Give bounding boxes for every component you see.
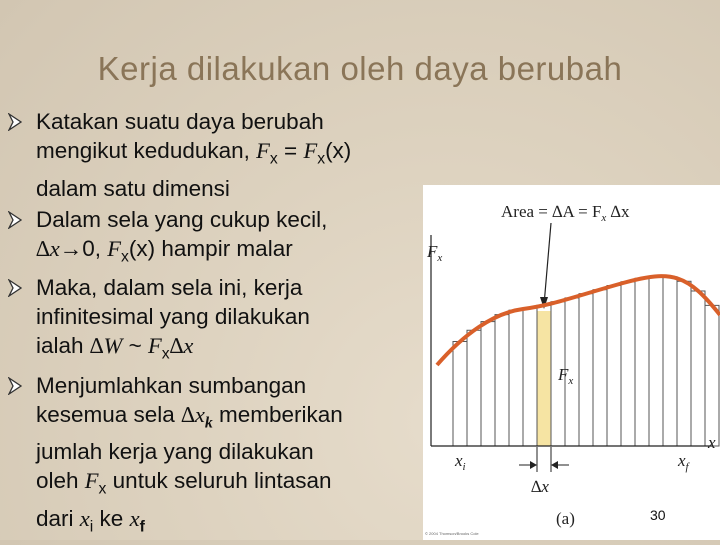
strip — [509, 310, 523, 446]
bullet-list — [8, 107, 438, 543]
sub-x: x — [161, 345, 170, 363]
delta-x-label: ∆x — [531, 477, 549, 496]
strip — [579, 294, 593, 446]
strip — [607, 286, 621, 446]
arrow-bullet-icon — [8, 279, 22, 297]
bullet-text: ke — [93, 505, 130, 531]
approx: ~ — [122, 333, 148, 358]
bullet-item — [8, 107, 438, 203]
bullet-text: Menjumlahkan sumbangan — [36, 372, 307, 398]
strip — [649, 276, 663, 446]
strip — [691, 291, 705, 446]
fx-axis-label: $F_x$ — [427, 242, 443, 264]
var-x: x — [79, 505, 90, 531]
strip — [663, 277, 677, 446]
bullet-text: dalam satu dimensi — [36, 175, 230, 201]
strip — [705, 305, 719, 446]
figure-svg — [423, 185, 720, 540]
delta-arrowhead-icon — [530, 461, 537, 469]
strip — [593, 290, 607, 446]
sub-k: k — [204, 414, 213, 431]
strip — [635, 278, 649, 446]
var-f: F — [147, 333, 162, 358]
sub-x: x — [121, 248, 129, 265]
arrow-bullet-icon — [8, 377, 22, 395]
sub-i: i — [89, 518, 94, 535]
delta-x: ∆x — [181, 401, 205, 427]
var-x: x — [129, 505, 140, 531]
xi-label: $x_i$ — [455, 451, 466, 473]
riemann-strips — [453, 276, 719, 446]
delta-x: ∆x — [169, 333, 194, 358]
bullet-text: jumlah kerja yang dilakukan — [36, 439, 314, 464]
sub-f: f — [139, 518, 145, 535]
bullet-text: untuk seluruh lintasan — [106, 468, 332, 493]
bullet-text: ialah — [36, 333, 90, 358]
strip — [481, 322, 495, 446]
slide-title: Kerja dilakukan oleh daya berubah — [97, 50, 623, 87]
figure-credit: © 2004 Thomson/Brooks Cole — [425, 531, 479, 536]
var-f: F — [256, 138, 270, 163]
bullet-text: dari — [36, 505, 80, 531]
bullet-text: infinitesimal yang dilakukan — [36, 304, 310, 329]
var-f: F — [107, 235, 122, 261]
sub-x: x — [98, 480, 107, 498]
arrow-bullet-icon — [8, 211, 22, 229]
sub-x: x — [269, 150, 278, 168]
bullet-item — [8, 205, 438, 272]
arrow-bullet-icon — [8, 113, 22, 131]
pointer-line — [544, 223, 551, 305]
delta-arrowhead-icon — [551, 461, 558, 469]
strip — [621, 282, 635, 446]
strip — [453, 342, 467, 446]
bullet-text: memberikan — [212, 401, 343, 427]
var-f: F — [84, 468, 99, 493]
bullet-text: kesemua sela — [36, 401, 182, 427]
delta-x: ∆x — [36, 235, 60, 261]
bullet-item — [8, 273, 438, 369]
bullet-text: Dalam sela yang cukup kecil, — [36, 206, 328, 232]
strip — [495, 315, 509, 446]
var-f: F — [303, 138, 318, 163]
strip — [467, 330, 481, 446]
area-label: Area = $\Delta A = F_x$ ∆x — [501, 202, 630, 224]
riemann-figure — [423, 185, 720, 540]
bullet-item — [8, 371, 438, 542]
strip — [677, 281, 691, 446]
slide-number: 30 — [650, 507, 666, 523]
strip — [523, 308, 537, 446]
bullet-text: mengikut kedudukan, — [36, 138, 257, 163]
bullet-text: Katakan suatu daya berubah — [36, 109, 324, 134]
sub-x: x — [317, 150, 326, 168]
highlight-strip — [537, 311, 551, 446]
panel-label: (a) — [556, 509, 575, 528]
delta-w: ∆W — [89, 333, 123, 358]
arrow-icon: → — [59, 235, 83, 261]
bullet-text: (x) hampir malar — [128, 235, 293, 261]
xf-label: $x_f$ — [678, 451, 689, 473]
x-axis-label: x — [708, 433, 716, 452]
bullet-text: oleh — [36, 468, 85, 493]
fx-strip-label: $F_x$ — [558, 365, 574, 387]
bullet-text: (x) — [325, 138, 352, 163]
equals: = — [277, 138, 304, 163]
bullet-text: 0, — [82, 235, 108, 261]
bullet-text: Maka, dalam sela ini, kerja — [36, 275, 303, 300]
